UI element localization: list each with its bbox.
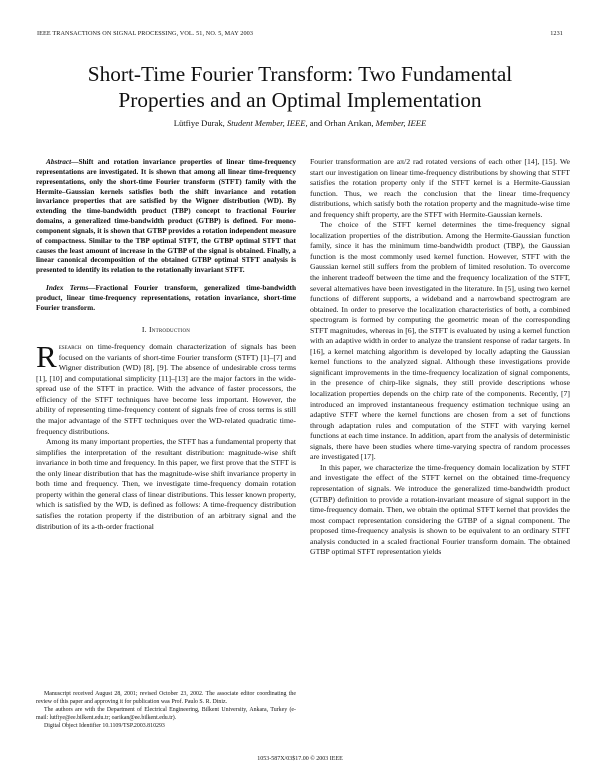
index-terms-lead: Index Terms bbox=[46, 283, 89, 293]
journal-name: IEEE TRANSACTIONS ON SIGNAL PROCESSING, VOL. 51, NO. 5, MAY 2003 bbox=[37, 30, 254, 37]
intro-p1-text: on time-frequency domain characterization of signals has been focused on the variants of short-time Fourier transform (STFT) [1]–[7] and Wigner distribution (WD) [8], [9]. The absence of undesirable cross terms [1], [10] and computational simplicity [11]–[13] are the major factors in the wide-spread use of the STFT in practice. With the advance of faster processors, the efficiency of the STFT techniques have become less important. However, the ability of representing time-frequency content of signals free of cross terms is still the major advantage of the STFT techniques over the WD-related quadratic time-frequency distributions. bbox=[36, 342, 296, 436]
running-head bbox=[37, 30, 563, 40]
author-2: and Orhan Arıkan, bbox=[309, 118, 374, 128]
paper-title bbox=[20, 61, 580, 113]
footnote-manuscript: Manuscript received August 28, 2001; revised October 23, 2002. The associate editor coordinating the review of this paper and approving it for publication was Prof. Paulo S. R. Diniz. bbox=[36, 691, 296, 705]
intro-paragraph-1 bbox=[36, 339, 296, 437]
first-word: esearch bbox=[58, 342, 82, 352]
copyright-code: 1053-587X/03$17.00 © 2003 IEEE bbox=[257, 756, 343, 762]
left-column bbox=[36, 157, 296, 532]
footnote-affiliation: The authors are with the Department of Electrical Engineering, Bilkent University, Ankara, Turkey (e-mail: lutfiye@ee.bilkent.edu.tr; oarikan@ee.bilkent.edu.tr). bbox=[36, 707, 296, 721]
footnotes bbox=[36, 690, 296, 730]
author-1: Lütfiye Durak, bbox=[173, 118, 225, 128]
title-line-1: Short-Time Fourier Transform: Two Fundamental bbox=[87, 62, 513, 86]
right-paragraph-3: In this paper, we characterize the time-frequency domain localization by STFT and investigate the effect of the STFT kernel on the obtained time-frequency representation of signals. We introduce the generalized time-bandwidth product (GTBP) definition to provide a rotation-invariant measure of signal support in the time-frequency domain. Then, we obtain the optimal STFT kernel that provides the most compact representation considering the GTBP of a signal component. The proposed time-frequency analysis is shown to be equivalent to an ordinary STFT analysis conducted in a scaled fractional Fourier transform domain. The obtained GTBP optimal STFT representation yields bbox=[310, 462, 570, 557]
index-terms bbox=[36, 283, 296, 313]
abstract bbox=[36, 157, 296, 275]
right-paragraph-1: Fourier transformation are aπ/2 rad rotated versions of each other [14], [15]. We start our investigation on linear time-frequency distributions by showing that STFT satisfies the rotation property only if the STFT kernel is a Hermite-Gaussian function. Thus, we reach the conclusion that the linear time-frequency distributions, which satisfy both the rotation property and the magnitude-wise time and frequency shift property, are the STFT with Hermite-Gaussian kernels. bbox=[310, 157, 570, 219]
footnote-doi: Digital Object Identifier 10.1109/TSP.2003.810293 bbox=[44, 723, 165, 729]
abstract-text: —Shift and rotation invariance properties of linear time-frequency representations are investigated. It is shown that among all linear time-frequency representations, only the short-time Fourier transform (STFT) family with the Hermite–Gaussian kernels satisfies both the shift invariance and rotation invariance properties that are satisfied by the Wigner distribution (WD). By extending the time-bandwidth product (TBP) concept to fractional Fourier domains, a generalized time-bandwidth product (GTBP) is defined. For mono-component signals, it is shown that GTBP provides a rotation independent measure of compactness. Similar to the TBP optimal STFT, the GTBP optimal STFT that causes the least amount of increase in the GTBP of the signal is obtained. Finally, a linear canonical decomposition of the obtained GTBP optimal STFT analysis is presented to identify its relation to the rotationally invariant STFT. bbox=[36, 157, 296, 275]
section-heading bbox=[36, 325, 296, 336]
abstract-paragraph bbox=[36, 157, 296, 275]
page-number: 1231 bbox=[550, 30, 563, 37]
intro-paragraph-2: Among its many important properties, the STFT has a fundamental property that simplifies the interpretation of the resultant distribution: magnitude-wise shift invariance in both time and frequency. In this paper, we first prove that the STFT is the only linear distribution that has the magnitude-wise shift invariance property in both time and frequency. Then, we investigate time-frequency domain rotation property within the general class of linear distributions. This lesser known property, which is satisfied by the WD, is defined as follows: A time-frequency distribution satisfies the rotation property if the distribution of an arbitrary signal and the distribution of its a-th-order fractional bbox=[36, 437, 296, 531]
index-terms-text: —Fractional Fourier transform, generalized time-bandwidth product, linear time-frequency representations, rotation invariance, short-time Fourier transform. bbox=[36, 283, 297, 312]
drop-cap: R bbox=[36, 339, 57, 375]
abstract-lead: Abstract bbox=[46, 157, 72, 166]
index-terms-paragraph bbox=[36, 283, 296, 313]
author-line bbox=[20, 118, 580, 128]
section-numeral: I. bbox=[141, 324, 147, 334]
author-2-role: Member, IEEE bbox=[375, 118, 427, 128]
title-line-2: Properties and an Optimal Implementation bbox=[118, 88, 482, 112]
right-column bbox=[310, 157, 570, 558]
author-1-role: Student Member, IEEE, bbox=[226, 118, 308, 128]
section-name: Introduction bbox=[149, 324, 191, 334]
right-paragraph-2: The choice of the STFT kernel determines the time-frequency signal localization properties of the distribution. Among the Hermite-Gaussian function family, since it has the minimum time-bandwidth product (TBP), the Gaussian function is the most commonly used kernel function. However, STFT with the Gaussian kernel still suffers from the problem of limited resolution. To overcome the inherent tradeoff between the time and the frequency localization of the STFT, several alternatives have been investigated in the literature. In [5], using two kernel functions of different supports, a wideband and a narrowband spectrogram are obtained. In order to preserve the localization characteristics of both, a combined spectrogram is formed by computing the geometric mean of the corresponding STFT magnitudes, whereas in [6], the STFT is evaluated by using a kernel function with an adaptive width in order to analyze the transient response of radar targets. In [16], a kernel matching algorithm is developed by locally adapting the Gaussian kernel functions to the analyzed signal. Although these investigations provide significant improvements in the time-frequency localization of signal components, in the presence of chirp-like signals, they still provide descriptions whose localization properties depends on the chirp rate of the components. Recently, [7] introduced an improved instantaneous frequency estimation technique using an adaptive STFT where the kernel functions are chosen from a set of functions through adaptation rules and computation of the STFT with varying kernel functions at each time instance. In addition, apart from the analysis of deterministic signals, there have been studies where time-varying spectra of random processes are investigated [17]. bbox=[310, 220, 570, 462]
